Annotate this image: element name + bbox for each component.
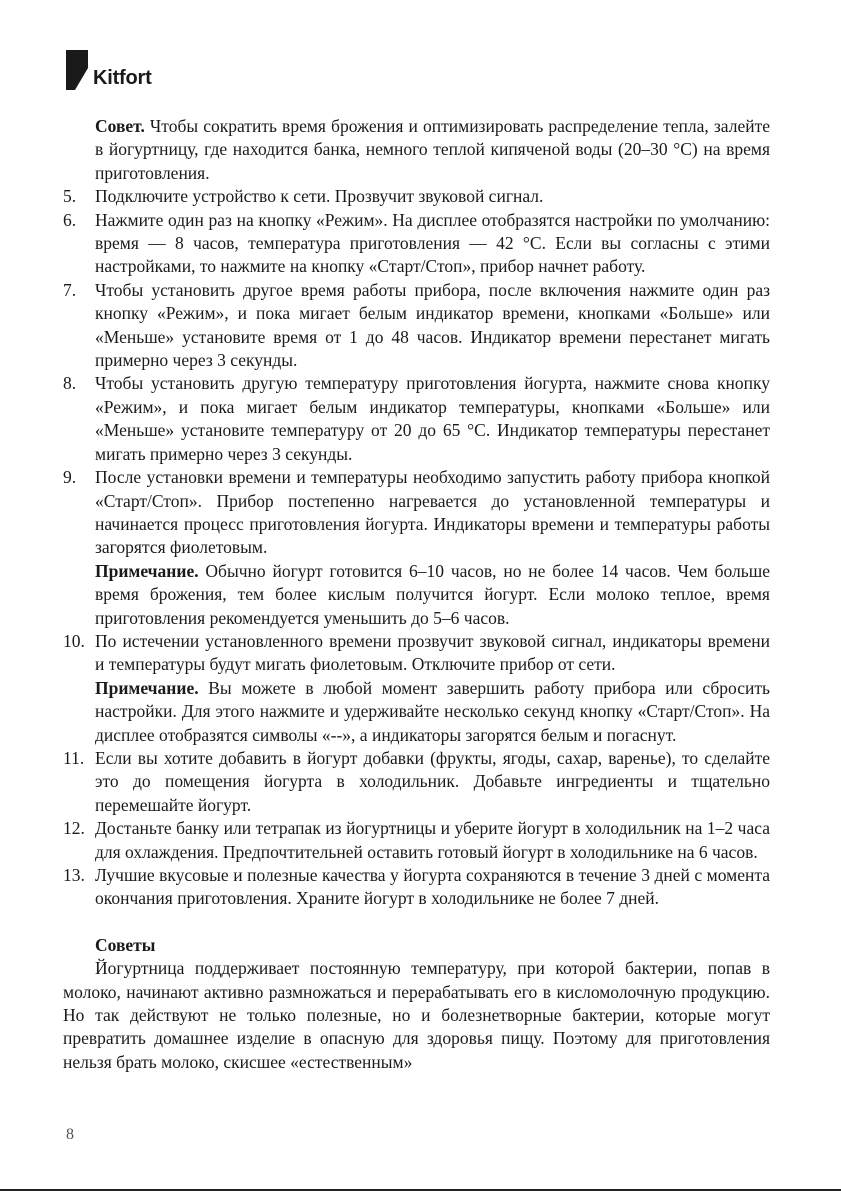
list-item — [63, 747, 770, 817]
kitfort-logo-mark-icon — [66, 50, 92, 90]
list-item — [63, 864, 770, 911]
list-item-number: 11. — [63, 747, 85, 768]
tips-paragraph: Йогуртница поддерживает постоянную температуру, при которой бактерии, попав в молоко, начинают активно размножаться и перерабатывать его в кисломолочную продукцию. Но так действуют не только полезные, но и болезнетворные бактерии, которые могут превратить домашнее изделие в опасную для здоровья пищу. Поэтому для приготовления нельзя брать молоко, скисшее «естественным» — [63, 958, 770, 1072]
list-item-number: 9. — [63, 467, 77, 488]
brand-logo — [66, 50, 152, 90]
note-text: Обычно йогурт готовится 6–10 часов, но не более 14 часов. Чем больше время брожения, тем более кислым получится йогурт. Если молоко теплое, время приготовления рекомендуется уменьшить до 5–6 часов. — [95, 560, 770, 628]
page-number: 8 — [66, 1126, 74, 1143]
list-item-text: После установки времени и температуры необходимо запустить работу прибора кнопкой «Старт/Стоп». Прибор постепенно нагревается до установленной температуры и начинается процесс приготовления йогурта. Индикаторы времени и температуры работы загорятся фиолетовым. — [95, 467, 770, 558]
list-item-text: Подключите устройство к сети. Прозвучит звуковой сигнал. — [95, 186, 544, 207]
note-label: Примечание. — [95, 677, 199, 698]
tip-label: Совет. — [95, 116, 145, 136]
list-item — [63, 185, 770, 208]
list-item-text: По истечении установленного времени прозвучит звуковой сигнал, индикаторы времени и температуры будут мигать фиолетовым. Отключите прибор от сети. — [95, 630, 770, 675]
list-item — [63, 466, 770, 630]
list-item — [63, 372, 770, 466]
list-item-text: Нажмите один раз на кнопку «Режим». На дисплее отобразятся настройки по умолчанию: время — 8 часов, температура приготовления — 42 °С. Если вы согласны с этими настройками, то нажмите на кнопку «Старт/Стоп», прибор начнет работу. — [95, 209, 770, 277]
list-item-text: Лучшие вкусовые и полезные качества у йогурта сохраняются в течение 3 дней с момента окончания приготовления. Храните йогурт в холодильнике не более 7 дней. — [95, 865, 770, 909]
list-item — [63, 817, 770, 864]
list-item-number: 7. — [63, 279, 77, 300]
list-item-number: 5. — [63, 186, 77, 207]
note-label: Примечание. — [95, 560, 199, 581]
list-item-number: 6. — [63, 209, 77, 230]
note-paragraph — [95, 560, 770, 630]
list-item — [63, 630, 770, 747]
list-item-text: Чтобы установить другую температуру приготовления йогурта, нажмите снова кнопку «Режим», и пока мигает белым индикатор температуры, кнопками «Больше» или «Меньше» установите температуру от 20 до 65 °С. Индикатор температуры перестанет мигать примерно через 3 секунды. — [95, 373, 770, 464]
list-item-text: Чтобы установить другое время работы прибора, после включения нажмите один раз кнопку «Режим», и пока мигает белым индикатор времени, кнопками «Больше» или «Меньше» установите время от 1 до 48 часов. Индикатор времени перестанет мигать примерно через 3 секунды. — [95, 279, 770, 371]
document-body — [63, 115, 770, 1074]
list-item-number: 12. — [63, 818, 85, 839]
list-item-number: 8. — [63, 373, 77, 394]
list-item-number: 10. — [63, 630, 85, 651]
section-spacer — [63, 911, 770, 934]
list-item — [63, 209, 770, 279]
tip-paragraph — [63, 115, 770, 185]
list-item-number: 13. — [63, 865, 85, 885]
brand-name: Kitfort — [93, 67, 152, 89]
note-paragraph — [95, 677, 770, 747]
list-item-text: Если вы хотите добавить в йогурт добавки (фрукты, ягоды, сахар, варенье), то сделайте это до помещения йогурта в холодильник. Добавьте ингредиенты и тщательно перемешайте йогурт. — [95, 747, 770, 815]
tip-text: Чтобы сократить время брожения и оптимизировать распределение тепла, залейте в йогуртницу, где находится банка, немного теплой кипяченой воды (20–30 °С) на время приготовления. — [95, 116, 770, 183]
note-text: Вы можете в любой момент завершить работу прибора или сбросить настройки. Для этого нажмите и удерживайте несколько секунд кнопку «Старт/Стоп». На дисплее отобразятся символы «--», а индикаторы загорятся белым и погаснут. — [95, 677, 770, 745]
list-item — [63, 279, 770, 373]
tips-heading: Советы — [95, 934, 156, 955]
list-item-text: Достаньте банку или тетрапак из йогуртницы и уберите йогурт в холодильник на 1–2 часа для охлаждения. Предпочтительней оставить готовый йогурт в холодильнике на 6 часов. — [95, 818, 770, 862]
page-bottom-rule — [0, 1189, 841, 1191]
